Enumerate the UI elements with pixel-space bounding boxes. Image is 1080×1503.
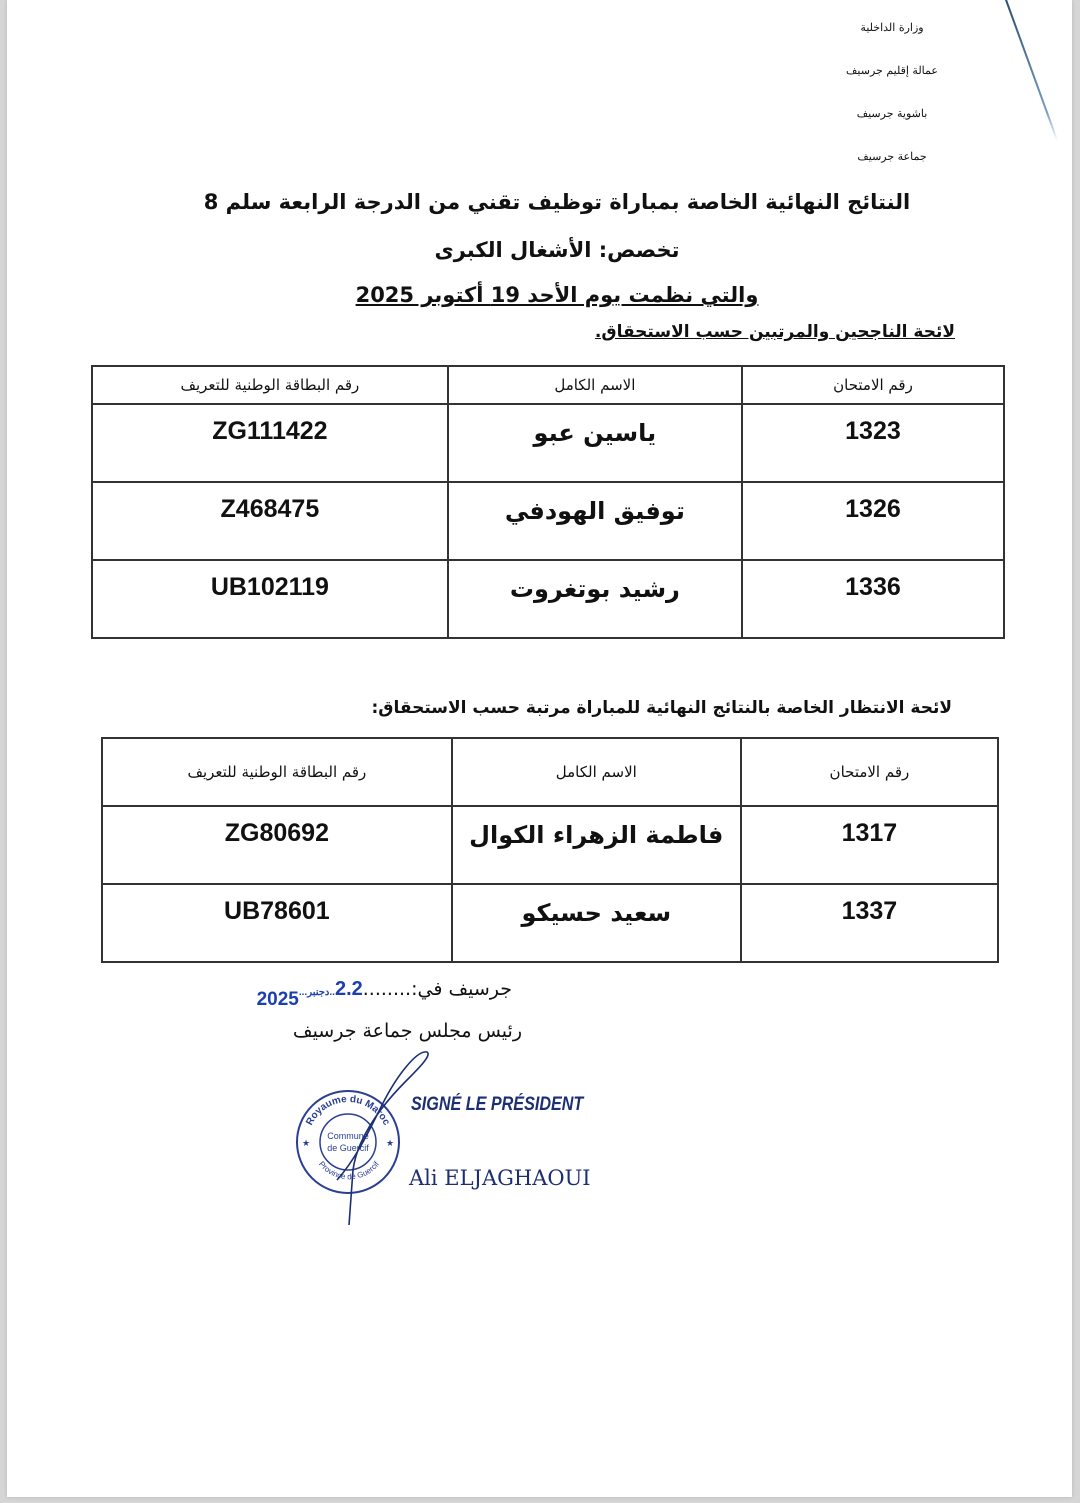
header-line-commune: جماعة جرسيف — [857, 150, 927, 163]
table-header-row — [102, 738, 998, 806]
specialty-title: تخصص: الأشغال الكبرى — [434, 238, 680, 262]
signed-label: SIGNÉ LE PRÉSIDENT — [411, 1094, 584, 1115]
exam-date-title: والتي نظمت يوم الأحد 19 أكتوبر 2025 — [355, 283, 759, 307]
column-header-full-name: الاسم الكامل — [452, 738, 741, 806]
issuing-authority-header — [837, 0, 947, 178]
place-prefix: جرسيف في:........ — [362, 978, 512, 1000]
exam-number-cell: 1326 — [742, 482, 1004, 560]
full-name-cell: سعيد حسيكو — [452, 884, 741, 962]
date-stamp-year: 2025 — [256, 989, 299, 1010]
document-title: النتائج النهائية الخاصة بمباراة توظيف تقني من الدرجة الرابعة سلم 8 — [203, 190, 911, 214]
exam-number-cell: 1336 — [742, 560, 1004, 638]
table-header-row — [92, 366, 1004, 404]
passed-list-label: لائحة الناجحين والمرتبين حسب الاستحقاق. — [594, 322, 955, 342]
date-stamp-month: ..دجنبر... — [298, 987, 335, 998]
column-header-exam-number: رقم الامتحان — [742, 366, 1004, 404]
svg-text:Province de Guercif: Province de Guercif — [316, 1159, 382, 1182]
table-row — [102, 806, 998, 884]
national-id-cell: ZG80692 — [102, 806, 452, 884]
column-header-full-name: الاسم الكامل — [448, 366, 742, 404]
svg-text:Commune: Commune — [327, 1131, 369, 1141]
svg-text:★: ★ — [386, 1139, 395, 1149]
svg-text:Royaume du Maroc: Royaume du Maroc — [304, 1093, 392, 1128]
svg-text:★: ★ — [302, 1139, 311, 1149]
full-name-cell: توفيق الهودفي — [448, 482, 742, 560]
table-row — [92, 404, 1004, 482]
table-row — [102, 884, 998, 962]
column-header-national-id: رقم البطاقة الوطنية للتعريف — [92, 366, 448, 404]
svg-text:de Guercif: de Guercif — [327, 1143, 369, 1153]
handwritten-signature-icon — [307, 1050, 467, 1230]
passed-candidates-table — [91, 365, 1005, 639]
signer-name: Ali ELJAGHAOUI — [409, 1166, 591, 1190]
header-line-prefecture: عمالة إقليم جرسيف — [846, 64, 938, 77]
exam-number-cell: 1337 — [741, 884, 998, 962]
exam-number-cell: 1323 — [742, 404, 1004, 482]
waiting-list-table — [101, 737, 999, 963]
full-name-cell: ياسين عبو — [448, 404, 742, 482]
national-id-cell: ZG111422 — [92, 404, 448, 482]
header-line-ministry: وزارة الداخلية — [860, 21, 924, 34]
waiting-list-label: لائحة الانتظار الخاصة بالنتائج النهائية للمباراة مرتبة حسب الاستحقاق: — [371, 698, 952, 718]
full-name-cell: فاطمة الزهراء الكوال — [452, 806, 741, 884]
national-id-cell: UB102119 — [92, 560, 448, 638]
header-line-pashalik: باشوية جرسيف — [856, 107, 928, 120]
table-row — [92, 482, 1004, 560]
president-title: رئيس مجلس جماعة جرسيف — [292, 1020, 522, 1042]
national-id-cell: UB78601 — [102, 884, 452, 962]
exam-number-cell: 1317 — [741, 806, 998, 884]
place-and-date — [256, 978, 512, 1010]
national-id-cell: Z468475 — [92, 482, 448, 560]
column-header-national-id: رقم البطاقة الوطنية للتعريف — [102, 738, 452, 806]
date-stamp-day: 2.2 — [334, 978, 363, 1000]
column-header-exam-number: رقم الامتحان — [741, 738, 998, 806]
full-name-cell: رشيد بوتغروت — [448, 560, 742, 638]
table-row — [92, 560, 1004, 638]
paper-fold-line — [1005, 0, 1058, 141]
document-page — [7, 0, 1072, 1497]
